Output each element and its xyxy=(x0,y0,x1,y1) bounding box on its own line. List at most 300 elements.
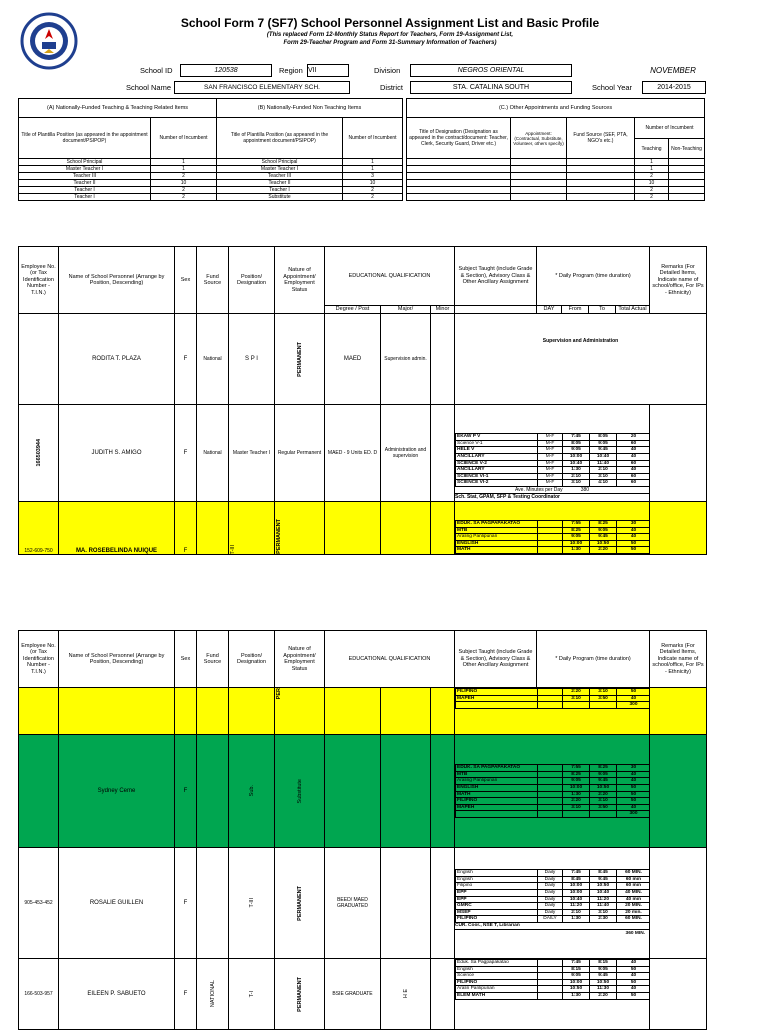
schedule-to xyxy=(590,702,617,709)
schedule-subject: ANCILLARY xyxy=(456,467,538,474)
schedule-subject: English xyxy=(456,870,538,877)
schedule-day: M-F xyxy=(538,440,563,447)
schedule-from: 10:40 xyxy=(563,460,590,467)
schedule-row xyxy=(456,986,650,993)
schedule-from: 1:30 xyxy=(563,791,590,798)
schedule-subject: EKAW P V xyxy=(456,434,538,441)
schedule-day xyxy=(538,521,563,528)
coordinator-note: CUR. Coor., NSE T, Librarian xyxy=(455,923,649,930)
schedule-from: 7:55 xyxy=(563,521,590,528)
summary-row xyxy=(217,180,403,187)
summary-row xyxy=(217,166,403,173)
summary-row xyxy=(407,180,705,187)
schedule-total: 60 min xyxy=(617,883,650,890)
schedule-row xyxy=(456,870,650,877)
personnel-name: MA. ROSEBELINDA NUIQUE xyxy=(59,502,175,555)
schedule-day: DAILY xyxy=(538,916,563,923)
personnel-degree: BSIE GRADUATE xyxy=(325,959,381,1030)
personnel-major: Administration and supervision xyxy=(381,405,431,502)
schedule-total: 50 xyxy=(617,992,650,999)
schedule-subject: Eduk. Sa Pagpapakatao xyxy=(456,960,538,967)
schedule-from: 8:05 xyxy=(563,440,590,447)
schedule-row xyxy=(456,916,650,923)
schedule-day xyxy=(538,960,563,967)
schedule-subject: ENGLISH xyxy=(456,540,538,547)
schedule-total: 40 xyxy=(617,534,650,541)
personnel-name: RODITA T. PLAZA xyxy=(59,314,175,405)
schedule-total: 30 xyxy=(617,765,650,772)
schedule-row xyxy=(456,973,650,980)
position-title: Teacher II xyxy=(19,180,151,187)
schedule-subject: SCIENCE VI-2 xyxy=(456,480,538,487)
schedule-from: 7:45 xyxy=(563,434,590,441)
position-title: Teacher II xyxy=(217,180,343,187)
schedule-day xyxy=(538,527,563,534)
schedule-row xyxy=(456,909,650,916)
schedule-row xyxy=(456,765,650,772)
district-field[interactable]: STA. CATALINA SOUTH xyxy=(410,81,572,94)
schedule-day xyxy=(538,778,563,785)
schedule-day xyxy=(538,534,563,541)
col-total: Total Actual xyxy=(616,306,650,314)
schedule-to: 3:10 xyxy=(590,909,617,916)
schedule-day: Daily xyxy=(538,909,563,916)
summary-row xyxy=(407,187,705,194)
schedule-total: 60 xyxy=(617,480,650,487)
schedule-from: 10:00 xyxy=(563,540,590,547)
schedule-to: 3:50 xyxy=(590,695,617,702)
schedule-row xyxy=(456,896,650,903)
schedule-total: 40 xyxy=(617,467,650,474)
schedule-to: 9:45 xyxy=(590,778,617,785)
schedule-subject: Filipino xyxy=(456,883,538,890)
personnel-nature: PERMANENT xyxy=(276,519,282,554)
schedule-total: 50 xyxy=(617,547,650,554)
personnel-major: Supervision admin. xyxy=(381,314,431,405)
schedule-total: 20 xyxy=(617,434,650,441)
personnel-nature: PER xyxy=(276,688,282,700)
personnel-position: T-III xyxy=(230,544,236,554)
schedule-to: 11:20 xyxy=(590,896,617,903)
schedule-row xyxy=(456,480,650,487)
schedule-subject: English xyxy=(456,966,538,973)
schedule-subject: HELE V xyxy=(456,447,538,454)
schedule-to: 8:45 xyxy=(590,870,617,877)
schedule-to: 8:15 xyxy=(590,960,617,967)
schedule-to: 10:50 xyxy=(590,883,617,890)
schedule-total: 300 xyxy=(617,811,650,818)
schedule-from: 2:10 xyxy=(563,473,590,480)
schedule-day xyxy=(538,689,563,696)
schedule-to: 11:40 xyxy=(590,460,617,467)
schedule-day: M-F xyxy=(538,473,563,480)
coordinator-note: Sch. Stat, GPAM, SFP & Testing Coordinator xyxy=(455,494,561,500)
schedule-row xyxy=(456,467,650,474)
schedule-row xyxy=(456,791,650,798)
schedule-day xyxy=(538,973,563,980)
incumbent-count: 2 xyxy=(151,187,217,194)
schedule-day: Daily xyxy=(538,903,563,910)
total-minutes: 360 MIN. xyxy=(625,930,645,936)
schedule-subject: English xyxy=(456,876,538,883)
schedule-total: 50 xyxy=(617,791,650,798)
schedule-row xyxy=(456,434,650,441)
col-major: Major/ xyxy=(381,306,431,314)
summary-row xyxy=(19,194,217,201)
schedule-day: Daily xyxy=(538,896,563,903)
schedule-row xyxy=(456,521,650,528)
summary-table-a xyxy=(18,98,217,201)
schedule-day xyxy=(538,784,563,791)
schedule-from: 1:30 xyxy=(563,916,590,923)
incumbent-count: 2 xyxy=(343,187,403,194)
schedule-subject: FILIPINO xyxy=(456,979,538,986)
region-field[interactable]: VII xyxy=(307,64,349,77)
col-subject: Subject Taught (include Grade & Section), Advisory Class & Other Ancillary Assignment xyxy=(455,247,537,306)
incumbent-count: 2 xyxy=(151,173,217,180)
schedule-total: 50 xyxy=(617,966,650,973)
personnel-nature: PERMANENT xyxy=(296,976,303,1012)
schedule-total: 40 xyxy=(617,695,650,702)
schedule-row xyxy=(456,784,650,791)
teaching-count: 10 xyxy=(635,180,669,187)
schedule-subject: ANCILLARY xyxy=(456,454,538,461)
col-emp-no: Employee No. (or Tax Identification Number - T.I.N.) xyxy=(19,247,59,314)
schedule-to: 10:50 xyxy=(590,979,617,986)
schedule-day: Daily xyxy=(538,876,563,883)
schedule-subject: GMRC xyxy=(456,903,538,910)
form-subtitle-2: Form 29-Teacher Program and Form 31-Summary Information of Teachers) xyxy=(283,40,497,46)
schedule-row xyxy=(456,811,650,818)
schedule-total: 300 xyxy=(617,702,650,709)
schedule-row xyxy=(456,804,650,811)
personnel-table-page2 xyxy=(18,630,707,1030)
ave-label: Ave. Minutes per Day xyxy=(514,487,563,493)
schedule-subject: EPP xyxy=(456,889,538,896)
col-emp-no: Employee No. (or Tax Identification Number - T.I.N.) xyxy=(19,631,59,688)
incumbent-count: 1 xyxy=(343,166,403,173)
schedule-total: 40 xyxy=(617,527,650,534)
schedule-day: M-F xyxy=(538,447,563,454)
schedule-from: 1:30 xyxy=(563,547,590,554)
schedule-from: 9:05 xyxy=(563,447,590,454)
schedule-to: 8:25 xyxy=(590,521,617,528)
schedule-row xyxy=(456,447,650,454)
col-name: Name of School Personnel (Arrange by Position, Descending) xyxy=(59,631,175,688)
personnel-fund: National xyxy=(197,314,229,405)
schedule-to: 9:45 xyxy=(590,534,617,541)
schedule-day: M-F xyxy=(538,454,563,461)
summary-c-col4a: Teaching xyxy=(635,139,669,159)
schedule-from: 10:00 xyxy=(563,454,590,461)
schedule-total: 40 xyxy=(617,960,650,967)
personnel-degree: MAED xyxy=(325,314,381,405)
summary-row xyxy=(407,194,705,201)
schedule-row xyxy=(456,883,650,890)
col-daily: * Daily Program (time duration) xyxy=(537,247,650,306)
schedule-row xyxy=(456,966,650,973)
schedule-to: 4:10 xyxy=(590,480,617,487)
schedule-day xyxy=(538,771,563,778)
personnel-emp-no: 905-453-452 xyxy=(19,848,59,959)
col-nature: Nature of Appointment/ Employment Status xyxy=(275,631,325,688)
schedule-to: 9:45 xyxy=(590,876,617,883)
schedule-day xyxy=(538,804,563,811)
schedule-total: 50 xyxy=(617,689,650,696)
schedule-from: 11:20 xyxy=(563,903,590,910)
personnel-sex: F xyxy=(175,848,197,959)
personnel-fund: NATIONAL xyxy=(209,980,216,1008)
personnel-position: Sub. xyxy=(248,785,255,797)
schedule-subject: FILIPINO xyxy=(456,689,538,696)
schedule-from: 2:20 xyxy=(563,798,590,805)
schedule-to: 11:40 xyxy=(590,903,617,910)
col-fund: Fund Source xyxy=(197,631,229,688)
summary-c-col3: Fund Source (SEF, PTA, NGO's etc.) xyxy=(567,118,635,159)
schedule-from: 10:00 xyxy=(563,883,590,890)
schedule-from: 3:10 xyxy=(563,480,590,487)
schedule-to: 10:40 xyxy=(590,454,617,461)
school-name-field[interactable]: SAN FRANCISCO ELEMENTARY SCH. xyxy=(174,81,350,94)
personnel-name: JUDITH S. AMIGO xyxy=(59,405,175,502)
schedule-subject: Araling Panlipunan xyxy=(456,534,538,541)
position-title: Teacher III xyxy=(217,173,343,180)
schedule-to: 8:05 xyxy=(590,434,617,441)
schedule-row xyxy=(456,540,650,547)
schedule-total: 60 xyxy=(617,440,650,447)
schedule-subject: FILIPINO xyxy=(456,798,538,805)
schedule-from: 8:15 xyxy=(563,966,590,973)
personnel-sex: F xyxy=(175,314,197,405)
schedule-total: 40 xyxy=(617,804,650,811)
schedule-day xyxy=(538,798,563,805)
schedule-from: 9:05 xyxy=(563,973,590,980)
table-row xyxy=(19,848,707,959)
schedule-day: M-F xyxy=(538,460,563,467)
school-year-label: School Year xyxy=(592,83,633,92)
schedule-total: 50 xyxy=(617,540,650,547)
schedule-to: 9:05 xyxy=(590,966,617,973)
schedule-from: 3:10 xyxy=(563,804,590,811)
division-field[interactable]: NEGROS ORIENTAL xyxy=(410,64,572,77)
teaching-count: 1 xyxy=(635,159,669,166)
schedule-from xyxy=(563,811,590,818)
schedule-subject: Araling Panlipunan xyxy=(456,778,538,785)
schedule-day: M-F xyxy=(538,480,563,487)
position-title: Substitute xyxy=(217,194,343,201)
schedule-to xyxy=(590,811,617,818)
table-row xyxy=(19,688,707,735)
schedule-to: 2:20 xyxy=(590,547,617,554)
schedule-total: 50 xyxy=(617,979,650,986)
summary-c-col4b: Non-Teaching xyxy=(669,139,705,159)
schedule-row xyxy=(456,689,650,696)
schedule-row xyxy=(456,903,650,910)
schedule-to: 3:10 xyxy=(590,473,617,480)
col-degree: Degree / Post xyxy=(325,306,381,314)
schedule-total: 50 xyxy=(617,784,650,791)
schedule-from: 10:00 xyxy=(563,784,590,791)
summary-row xyxy=(19,180,217,187)
schedule-row xyxy=(456,778,650,785)
incumbent-count: 1 xyxy=(151,166,217,173)
schedule-row xyxy=(456,454,650,461)
schedule-row xyxy=(456,960,650,967)
schedule-from: 7:45 xyxy=(563,960,590,967)
schedule-row xyxy=(456,702,650,709)
schedule-total: 60 MIN. xyxy=(617,870,650,877)
schedule-row xyxy=(456,876,650,883)
schedule-from: 2:20 xyxy=(563,689,590,696)
personnel-note: Supervision and Administration xyxy=(455,314,707,405)
schedule-subject: Aralin Panlipunan xyxy=(456,986,538,993)
summary-a-col2: Number of Incumbent xyxy=(151,118,217,159)
personnel-position: T-I xyxy=(248,990,255,998)
summary-b-col1: Title of Plantilla Position (as appeared in the appointment document/PSIPOP) xyxy=(217,118,343,159)
summary-row xyxy=(19,166,217,173)
schedule-day: Daily xyxy=(538,889,563,896)
col-nature: Nature of Appointment/ Employment Status xyxy=(275,247,325,314)
month-field[interactable]: NOVEMBER xyxy=(650,66,696,75)
col-day: DAY xyxy=(537,306,562,314)
col-subject: Subject Taught (include Grade & Section), Advisory Class & Other Ancillary Assignment xyxy=(455,631,537,688)
schedule-total: 20 MIN. xyxy=(617,903,650,910)
col-name: Name of School Personnel (Arrange by Position, Descending) xyxy=(59,247,175,314)
schedule-to: 10:50 xyxy=(590,784,617,791)
schedule-total: 60 xyxy=(617,460,650,467)
position-title: Master Teacher I xyxy=(217,166,343,173)
schedule-from: 10:00 xyxy=(563,889,590,896)
schedule-day xyxy=(538,791,563,798)
schedule-subject: SCIENCE V-2 xyxy=(456,460,538,467)
schedule-subject: MAPEH xyxy=(456,695,538,702)
schedule-day xyxy=(538,811,563,818)
schedule-row xyxy=(456,473,650,480)
schedule-from: 10:40 xyxy=(563,896,590,903)
schedule-from: 10:50 xyxy=(563,986,590,993)
schedule-day xyxy=(538,765,563,772)
schedule-total: 40 xyxy=(617,447,650,454)
incumbent-count: 1 xyxy=(151,159,217,166)
summary-table-c xyxy=(406,98,705,201)
col-remarks: Remarks (For Detailed Items, Indicate name of school/office, For IPs - Ethnicity) xyxy=(650,631,707,688)
schedule-to: 9:05 xyxy=(590,440,617,447)
schedule-total: 60 MIN. xyxy=(617,916,650,923)
schedule-day xyxy=(538,547,563,554)
summary-row xyxy=(407,159,705,166)
schedule-subject: FILIPINO xyxy=(456,916,538,923)
teaching-count: 2 xyxy=(635,187,669,194)
schedule-from: 9:05 xyxy=(563,778,590,785)
schedule-day xyxy=(538,986,563,993)
personnel-nature: Regular Permanent xyxy=(275,405,325,502)
summary-row xyxy=(217,187,403,194)
schedule-subject: MSEP xyxy=(456,909,538,916)
schedule-subject: MATH xyxy=(456,791,538,798)
schedule-subject: MTB xyxy=(456,771,538,778)
summary-a-title: (A) Nationally-Funded Teaching & Teaching Related Items xyxy=(19,99,217,118)
personnel-name: EILEEN P. SABUETO xyxy=(59,959,175,1030)
schedule-from: 8:25 xyxy=(563,771,590,778)
position-title: School Principal xyxy=(217,159,343,166)
schedule-day xyxy=(538,979,563,986)
school-year-field[interactable]: 2014-2015 xyxy=(642,81,706,94)
col-fund: Fund Source xyxy=(197,247,229,314)
incumbent-count: 10 xyxy=(151,180,217,187)
schedule-to: 3:10 xyxy=(590,689,617,696)
col-sex: Sex xyxy=(175,631,197,688)
schedule-day: Daily xyxy=(538,870,563,877)
schedule-subject: EDUK. SA PAGPAPAKATAO xyxy=(456,521,538,528)
personnel-nature: Substitute xyxy=(296,778,303,804)
schedule-to: 2:20 xyxy=(590,791,617,798)
schedule-total: 40 min xyxy=(617,896,650,903)
summary-row xyxy=(19,187,217,194)
school-id-label: School ID xyxy=(140,66,173,75)
schedule-day xyxy=(538,992,563,999)
personnel-table-page1 xyxy=(18,246,707,555)
col-from: From xyxy=(562,306,589,314)
schedule-to: 2:30 xyxy=(590,916,617,923)
schedule-subject: MAPEH xyxy=(456,804,538,811)
summary-row xyxy=(19,173,217,180)
summary-row xyxy=(217,173,403,180)
schedule-row xyxy=(456,992,650,999)
position-title: Master Teacher I xyxy=(19,166,151,173)
schedule-subject: EDUK. SA PAGPAPAKATAO xyxy=(456,765,538,772)
schedule-to: 11:30 xyxy=(590,986,617,993)
schedule-from: 10:00 xyxy=(563,979,590,986)
schedule-total: 40 xyxy=(617,973,650,980)
personnel-sex: F xyxy=(175,405,197,502)
personnel-position: Master Teacher I xyxy=(229,405,275,502)
summary-c-col2: Appointment: (Contractual, Substitute, Volunteer, others specify) xyxy=(511,118,567,159)
schedule-day: M-F xyxy=(538,467,563,474)
position-title: School Principal xyxy=(19,159,151,166)
schedule-from: 9:05 xyxy=(563,534,590,541)
incumbent-count: 2 xyxy=(151,194,217,201)
school-name-label: School Name xyxy=(126,83,172,92)
table-row xyxy=(19,405,707,502)
incumbent-count: 10 xyxy=(343,180,403,187)
col-to: To xyxy=(589,306,616,314)
summary-row xyxy=(407,166,705,173)
schedule-from: 1:30 xyxy=(563,467,590,474)
school-id-field[interactable]: 120538 xyxy=(180,64,272,77)
schedule-subject: Science V-1 xyxy=(456,440,538,447)
schedule-total: 60 xyxy=(617,473,650,480)
col-daily: * Daily Program (time duration) xyxy=(537,631,650,688)
schedule-from xyxy=(563,702,590,709)
col-remarks: Remarks (For Detailed Items, Indicate name of school/office, For IPs - Ethnicity) xyxy=(650,247,707,314)
personnel-name: ROSALIE GUILLEN xyxy=(59,848,175,959)
schedule-row xyxy=(456,527,650,534)
summary-a-col1: Title of Plantilla Position (as appeared in the appointment document/PSIPOP) xyxy=(19,118,151,159)
schedule-subject: MTB xyxy=(456,527,538,534)
schedule-from: 2:10 xyxy=(563,909,590,916)
summary-row xyxy=(217,194,403,201)
schedule-to: 9:45 xyxy=(590,447,617,454)
schedule-to: 9:05 xyxy=(590,527,617,534)
schedule-to: 10:40 xyxy=(590,889,617,896)
schedule-row xyxy=(456,889,650,896)
col-minor: Minor xyxy=(431,306,455,314)
schedule-from: 3:10 xyxy=(563,695,590,702)
schedule-row xyxy=(456,798,650,805)
schedule-to: 10:50 xyxy=(590,540,617,547)
schedule-to: 2:10 xyxy=(590,467,617,474)
schedule-to: 9:05 xyxy=(590,771,617,778)
